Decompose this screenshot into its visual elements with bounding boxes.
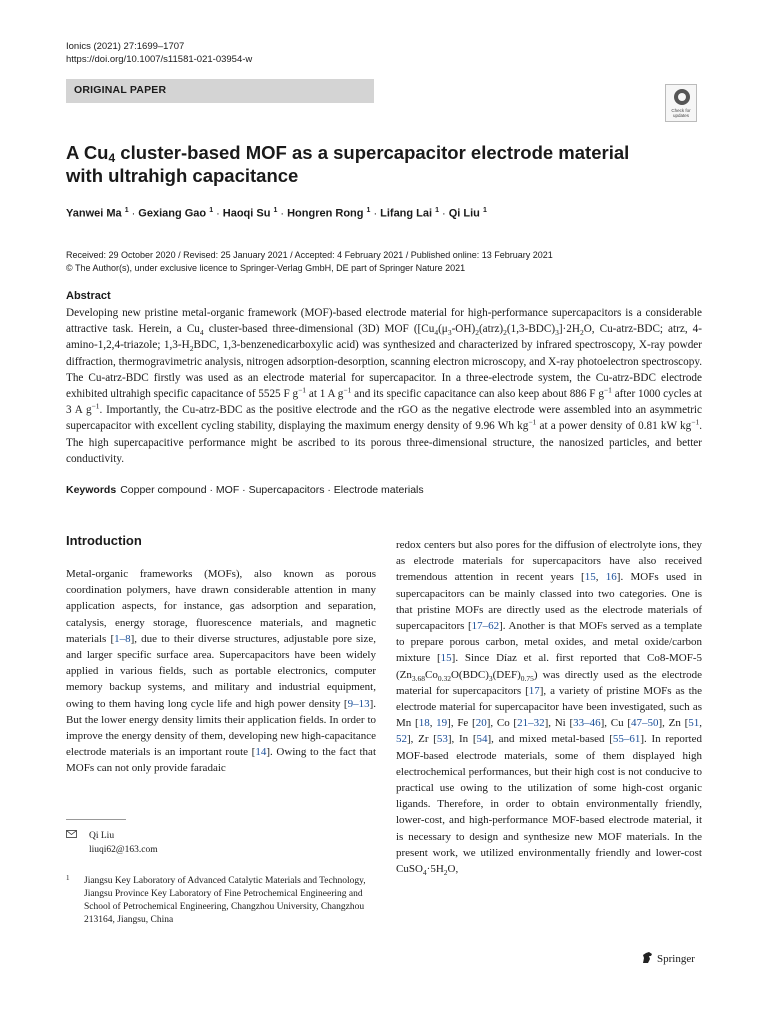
journal-info xyxy=(66,40,252,66)
footnote-divider xyxy=(66,819,126,820)
author-name[interactable]: Qi Liu xyxy=(448,207,480,220)
author-name[interactable]: Yanwei Ma xyxy=(66,207,122,220)
history-dates: Received: 29 October 2020 / Revised: 25 January 2021 / Accepted: 4 February 2021 / Published online: 13 February 2021 xyxy=(66,250,553,260)
publication-dates xyxy=(66,249,553,275)
introduction-heading: Introduction xyxy=(66,533,142,548)
affiliation-text: Jiangsu Key Laboratory of Advanced Catalytic Materials and Technology, Jiangsu Province Key Laboratory of Fine Petrochemical Engineering and School of Petrochemical Engineering, Changzhou University, Changzhou 213164, Jiangsu, China xyxy=(84,876,366,925)
body-column-right: redox centers but also pores for the diffusion of electrolyte ions, they as electrode materials for supercapacitors have also received tremendous attention in recent years [15, 16]. MOFs used in supercapacitors can be mainly classed into two categories. One is that pristine MOFs are directly used as the electrode materials of supercapacitors [17–62]. Another is that MOFs served as a template to prepare porous carbon, metal oxides, and metal oxide/carbon mixture [15]. Since Díaz et al. first reported that Co8-MOF-5 $(Zn_{3.68}Co_{0.32}O(BDC)_3(DEF)_{0.75})$ was directly used as the electrode material for supercapacitors [17], a variety of pristine MOFs as the electrode material for supercapacitor have been investigated, such as Mn [18, 19], Fe [20], Co [21–32], Ni [33–46], Cu [47–50], Zn [51, 52], Zr [53], In [54], and mixed metal-based [55–61]. In reported MOF-based electrode materials, some of them displayed high electrochemical performances, but their high cost is not conducive to practical use owing to the utilization of some high-cost organic ligands. Therefore, in order to obtain environmentally friendly, lower-cost, and high-performance MOF-based electrode material, it is necessary to design and synthesize new MOF materials. In the present work, we utilized environmentally friendly and lower-cost $CuSO_4\cdot 5H_2O$, xyxy=(396,539,703,878)
copyright-line: © The Author(s), under exclusive licence to Springer-Verlag GmbH, DE part of Springer Nature 2021 xyxy=(66,263,466,273)
keywords-label: Keywords xyxy=(66,484,117,496)
author-name[interactable]: Lifang Lai xyxy=(380,207,433,220)
corresponding-author-name: Qi Liu xyxy=(89,831,115,841)
corresponding-author-email[interactable]: liuqi62@163.com xyxy=(89,845,158,855)
envelope-icon xyxy=(66,830,77,838)
check-for-updates-badge[interactable] xyxy=(665,84,697,122)
doi-link[interactable]: https://doi.org/10.1007/s11581-021-03954-w xyxy=(66,54,253,65)
body-column-left: Metal-organic frameworks (MOFs), also known as porous coordination polymers, have drawn considerable attention in many application aspects, for instance, gas adsorption and separation, catalysis, energy storage, fluorescence materials, and magnetic materials [1–8], due to their diverse structures, adjustable pore size, and larger specific surface area. Supercapacitors have been widely applied in various fields, such as portable electronics, computer memory backup systems, and military and industrial equipment, owing to them having long cycle life and high power density [9–13]. But the lower energy density limits their application fields. In order to improve the energy density of them, developing new high-capacitance electrode materials is an important route [14]. Owing to the fact that MOFs can not only provide faradaic xyxy=(66,568,376,775)
paper-title: A $Cu_4$ cluster-based MOF as a supercapacitor electrode material with ultrahigh capacitance xyxy=(66,142,630,186)
abstract-text: Developing new pristine metal-organic framework (MOF)-based electrode material for high-performance supercapacitors is a considerable attractive task. Herein, a $Cu_4$ cluster-based three-dimensional (3D) MOF ($[Cu_4(\mu_3-OH)_2(atrz)_2(1,3-BDC)_3]\cdot 2H_2O$, Cu-atrz-BDC; atrz, 4-amino-1,2,4-triazole; $1,3-H_2BDC$, 1,3-benzenedicarboxylic acid) was synthesized and characterized by infrared spectroscopy, X-ray powder diffraction, thermogravimetric analysis, nitrogen adsorption-desorption, scanning electron microscopy, and X-ray photoelectron spectroscopy. The Cu-atrz-BDC firstly was used as an electrode material for supercapacitor. In a three-electrode system, the Cu-atrz-BDC electrode exhibited ultrahigh specific capacitance of 5525 F $g^{-1}$ at 1 A $g^{-1}$ and its specific capacitance can also keep about 886 F $g^{-1}$ after 1000 cycles at 3 A $g^{-1}$. Importantly, the Cu-atrz-BDC as the positive electrode and the rGO as the negative electrode were assembled into an asymmetric supercapacitor with excellent cycling stability, displaying the maximum energy density of 9.96 Wh $kg^{-1}$ at a power density of 0.81 kW $kg^{-1}$. The high supercapacitive performance might be ascribed to its porous three-dimensional structure, the nanosized particles, and better conductivity. xyxy=(66,307,702,465)
corresponding-author xyxy=(89,829,158,857)
springer-horse-icon xyxy=(641,951,654,964)
abstract-heading: Abstract xyxy=(66,290,111,302)
publisher-name: Springer xyxy=(657,953,695,965)
publisher-logo xyxy=(641,951,695,965)
author-list: Yanwei Ma $^1$ · Gexiang Gao $^1$ · Haoqi Su $^1$ · Hongren Rong $^1$ · Lifang Lai $^1$ · Qi Liu $^1$ xyxy=(66,207,487,220)
crossmark-icon xyxy=(674,89,690,105)
author-name[interactable]: Haoqi Su xyxy=(222,207,271,220)
keywords-list: Copper compound · MOF · Supercapacitors · Electrode materials xyxy=(120,484,424,496)
author-name[interactable]: Gexiang Gao xyxy=(138,207,207,220)
journal-citation: Ionics (2021) 27:1699–1707 xyxy=(66,41,185,52)
affiliation-number: 1 xyxy=(66,874,70,882)
author-name[interactable]: Hongren Rong xyxy=(287,207,364,220)
check-for-updates-text: Check for updates xyxy=(671,108,691,118)
article-type-label: ORIGINAL PAPER xyxy=(74,84,167,96)
article-type-banner xyxy=(66,79,374,103)
keywords xyxy=(66,484,424,496)
